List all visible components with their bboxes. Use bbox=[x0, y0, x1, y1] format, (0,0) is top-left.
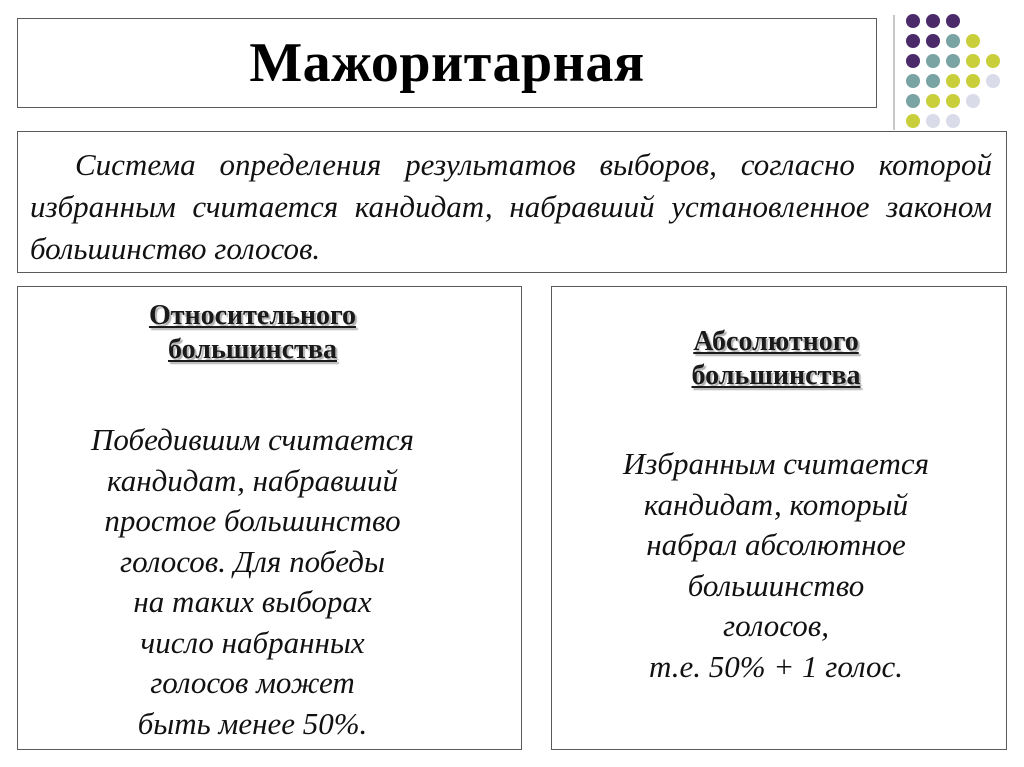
relative-line: простое большинство bbox=[104, 503, 401, 538]
decor-dot bbox=[906, 54, 920, 68]
decor-dot bbox=[966, 34, 980, 48]
definition-text: Система определения результатов выборов, согласно которой избранным считается кандидат, набравший установленное законом большинство голосов. bbox=[30, 147, 992, 266]
relative-majority-text bbox=[0, 420, 505, 744]
relative-heading-line2: большинства bbox=[168, 334, 337, 365]
title-box bbox=[17, 18, 877, 108]
absolute-heading-line1: Абсолютного bbox=[693, 326, 859, 357]
decor-dot bbox=[906, 14, 920, 28]
relative-line: Победившим считается bbox=[91, 422, 414, 457]
relative-line: число набранных bbox=[140, 624, 365, 660]
absolute-line: Избранным считается bbox=[622, 446, 930, 481]
relative-line: быть менее 50%. bbox=[137, 705, 368, 741]
relative-majority-box bbox=[17, 286, 522, 750]
absolute-line: голосов, bbox=[723, 608, 829, 643]
decor-dot bbox=[906, 74, 920, 88]
decor-dot bbox=[926, 14, 940, 28]
decor-dot bbox=[946, 114, 960, 128]
absolute-majority-box bbox=[551, 286, 1007, 750]
definition-box bbox=[17, 131, 1007, 273]
relative-line: голосов может bbox=[150, 665, 355, 700]
decor-dot bbox=[946, 34, 960, 48]
decor-vertical-line bbox=[893, 15, 895, 130]
decor-dot bbox=[946, 94, 960, 108]
decor-dot bbox=[966, 94, 980, 108]
relative-line: кандидат, набравший bbox=[107, 462, 398, 498]
absolute-line: набрал абсолютное bbox=[646, 527, 906, 562]
relative-line: на таких выборах bbox=[133, 584, 372, 619]
decor-dot bbox=[926, 74, 940, 88]
decor-dot bbox=[946, 14, 960, 28]
relative-line: голосов. Для победы bbox=[120, 543, 385, 579]
decor-dot-grid bbox=[905, 8, 1024, 138]
decor-dot bbox=[926, 34, 940, 48]
decor-dot bbox=[906, 34, 920, 48]
decor-dot bbox=[986, 54, 1000, 68]
absolute-line: большинство bbox=[687, 567, 865, 603]
decor-dot bbox=[906, 114, 920, 128]
decor-dot bbox=[946, 74, 960, 88]
absolute-majority-heading bbox=[548, 325, 1004, 393]
absolute-line: т.е. 50% + 1 голос. bbox=[649, 648, 903, 684]
decor-dot bbox=[926, 54, 940, 68]
decor-dot bbox=[986, 74, 1000, 88]
decor-dot bbox=[926, 94, 940, 108]
page-title: Мажоритарная bbox=[249, 32, 645, 94]
decor-dot bbox=[966, 74, 980, 88]
absolute-heading-line2: большинства bbox=[691, 360, 861, 391]
relative-heading-line1: Относительного bbox=[148, 300, 357, 331]
decor-dot bbox=[906, 94, 920, 108]
absolute-line: кандидат, который bbox=[643, 486, 909, 522]
decor-dot bbox=[926, 114, 940, 128]
absolute-majority-text bbox=[548, 444, 1004, 687]
decor-dot bbox=[946, 54, 960, 68]
relative-majority-heading bbox=[0, 299, 505, 367]
decor-dot bbox=[966, 54, 980, 68]
